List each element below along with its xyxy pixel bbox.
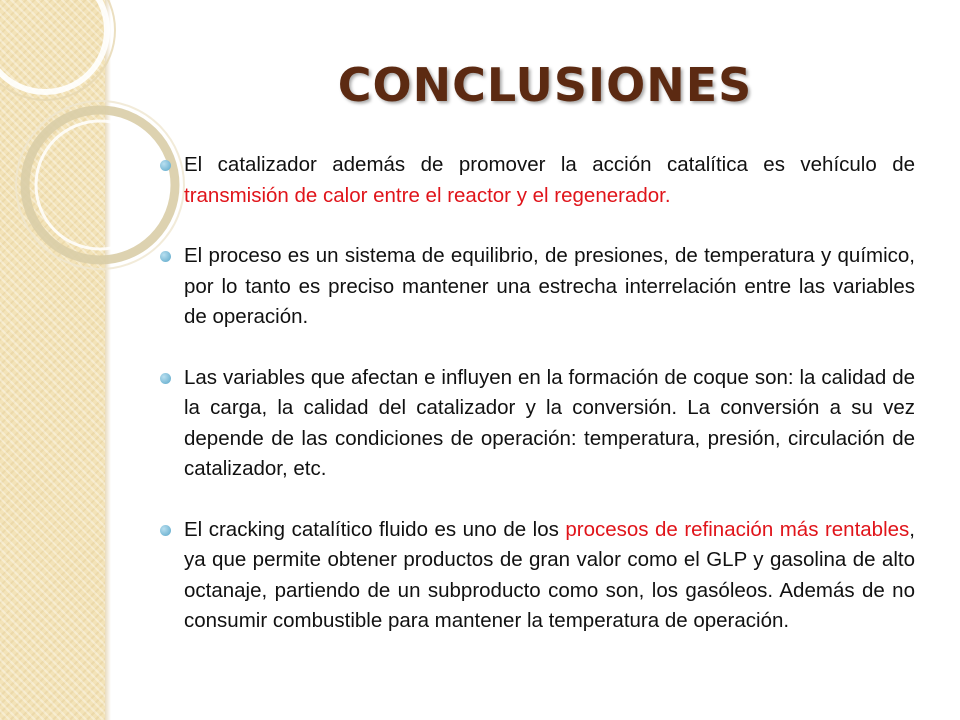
bullet-highlight-text: transmisión de calor entre el reactor y el regenerador. — [184, 183, 671, 207]
bullet-text: Las variables que afectan e influyen en la formación de coque son: la calidad de la carga, la calidad del catalizador y la conversión. La conversión a su vez depende de las condiciones de operación: temperatura, presión, circulación de catalizador, etc. — [184, 365, 915, 480]
bullet-list — [160, 150, 915, 637]
bullet-text: El cracking catalítico fluido es uno de los — [184, 517, 566, 541]
bullet-dot-icon — [160, 373, 171, 384]
bullet-dot-icon — [160, 525, 171, 536]
bullet-item — [160, 515, 915, 637]
slide-title: CONCLUSIONES — [337, 58, 753, 112]
bullet-dot-icon — [160, 160, 171, 171]
bullet-item — [160, 150, 915, 211]
bullet-item — [160, 241, 915, 333]
bullet-text: El catalizador además de promover la acción catalítica es vehículo de — [184, 153, 915, 176]
bullet-item — [160, 363, 915, 485]
bullet-dot-icon — [160, 251, 171, 262]
bullet-highlight-text: procesos de refinación más rentables — [565, 517, 910, 541]
bullet-text: El proceso es un sistema de equilibrio, de presiones, de temperatura y químico, por lo tanto es preciso mantener una estrecha interrelación entre las variables de operación. — [184, 244, 915, 328]
bullet-text-continued: , ya que permite obtener productos de gran valor como el GLP y gasolina de alto octanaje, partiendo de un subproducto como son, los gasóleos. Además de no consumir combustible para mantener la temperatura de operación. — [184, 517, 915, 632]
